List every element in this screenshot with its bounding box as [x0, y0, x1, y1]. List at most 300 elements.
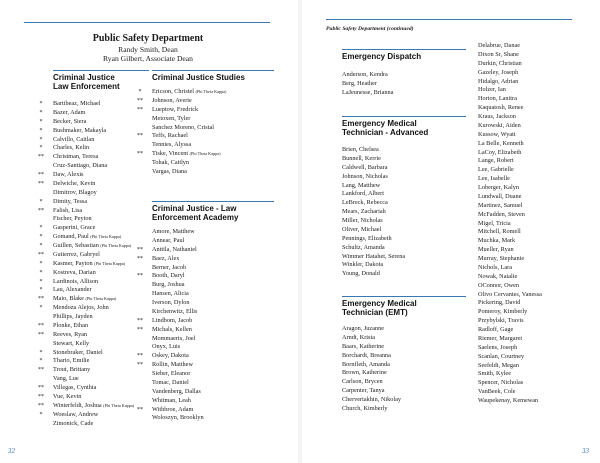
- section-title-line: Technician - Advanced: [342, 128, 429, 137]
- honor-asterisk-mark: **: [38, 207, 44, 214]
- section-emt-advanced: [342, 116, 466, 279]
- name-entry: [342, 396, 466, 405]
- name-entry: [342, 208, 466, 217]
- graduate-name: Baez, Alex: [152, 254, 180, 262]
- name-entry: [39, 117, 149, 127]
- graduate-name: Smith, Kylee: [478, 370, 511, 378]
- name-entry: [342, 164, 466, 173]
- honor-asterisk-mark: **: [38, 393, 44, 400]
- name-list: [342, 146, 466, 279]
- name-entry: [152, 124, 274, 133]
- name-entry: [137, 316, 274, 326]
- section-le-academy: [137, 201, 274, 423]
- graduate-name: Lardinois, Allison: [53, 277, 99, 285]
- graduate-name: Pomeroy, Kimberly: [478, 308, 528, 316]
- name-entry: [342, 343, 466, 352]
- honor-asterisk-mark: **: [38, 172, 44, 178]
- name-entry: [478, 166, 596, 175]
- name-entry: [342, 80, 466, 89]
- graduate-name: Tohak, Caitlyn: [152, 159, 190, 166]
- name-entry: [478, 388, 596, 397]
- honor-asterisk-mark: *: [39, 349, 43, 356]
- graduate-name: Anttila, Nathaniel: [152, 245, 197, 253]
- page-title: Public Safety Department: [92, 33, 204, 44]
- section-title: [152, 204, 274, 222]
- section-rule: [342, 296, 466, 297]
- honor-society-note: (Phi Theta Kappa): [94, 260, 126, 266]
- name-entry: [342, 325, 466, 334]
- graduate-name: Chervertakhin, Nikolay: [342, 396, 402, 403]
- name-entry: [38, 295, 149, 304]
- name-entry: [478, 69, 596, 78]
- name-entry: [342, 369, 466, 378]
- graduate-name: Holzer, Ian: [478, 86, 506, 94]
- graduate-name: Michals, Kellen: [152, 325, 192, 333]
- graduate-name: Lau, Alexander: [53, 286, 92, 294]
- graduate-name: Gazeley, Joseph: [478, 68, 519, 76]
- name-entry: [478, 95, 596, 104]
- graduate-name: Spencer, Nicholas: [478, 379, 524, 387]
- name-entry: [342, 235, 466, 244]
- graduate-name: Przybylski, Travis: [478, 317, 524, 325]
- name-entry: [478, 317, 596, 326]
- graduate-name: Waupekenay, Kemewan: [478, 397, 539, 404]
- honor-society-note: (Phi Theta Kappa): [103, 402, 135, 408]
- honor-asterisk-mark: **: [137, 133, 143, 140]
- name-entry: [478, 149, 596, 158]
- graduate-name: Zimonick, Cade: [53, 419, 94, 427]
- name-entry: [38, 179, 149, 189]
- name-entry: [478, 273, 596, 282]
- name-entry: [478, 228, 596, 237]
- graduate-name: Bunnell, Kerrie: [342, 154, 381, 162]
- name-entry: [478, 299, 596, 308]
- name-entry: [478, 86, 596, 95]
- name-entry: [478, 131, 596, 140]
- name-entry: [137, 245, 274, 255]
- graduate-name: Arndt, Krista: [342, 333, 375, 341]
- honor-asterisk-mark: **: [38, 154, 44, 161]
- graduate-name: Delwiche, Kevin: [53, 179, 96, 187]
- name-entry: [152, 264, 274, 273]
- name-entry: [137, 105, 274, 115]
- graduate-name: Migel, Tricia: [478, 219, 511, 227]
- section-emt-continued: [478, 42, 596, 406]
- graduate-name: Calvillo, Caitlan: [53, 135, 95, 143]
- graduate-name: McFadden, Steven: [478, 210, 525, 218]
- graduate-name: Brown, Katherine: [342, 369, 387, 377]
- name-entry: [478, 175, 596, 184]
- name-entry: [342, 226, 466, 235]
- graduate-name: Lueptow, Fredrick: [152, 105, 199, 113]
- name-entry: [478, 202, 596, 211]
- graduate-name: Vandenberg, Dallas: [152, 387, 201, 395]
- section-emt: [342, 296, 466, 414]
- name-entry: [342, 217, 466, 226]
- graduate-name: LeBreck, Rebecca: [342, 199, 388, 207]
- honor-asterisk-mark: **: [38, 385, 44, 391]
- name-entry: [342, 334, 466, 343]
- honor-asterisk-mark: **: [137, 255, 143, 262]
- name-entry: [152, 370, 274, 379]
- graduate-name: Johnson, Averie: [152, 96, 192, 104]
- graduate-name: Bartibeaz, Michael: [53, 100, 101, 107]
- name-entry: [478, 193, 596, 202]
- graduate-name: Dimity, Tessa: [53, 197, 88, 205]
- graduate-name: Carpenter, Tanya: [342, 387, 385, 395]
- section-rule: [152, 70, 274, 71]
- name-list: [137, 88, 274, 177]
- graduate-name: Lundwall, Duane: [478, 192, 522, 200]
- honor-asterisk-mark: **: [137, 353, 143, 360]
- graduate-name: Johnson, Nicholas: [342, 172, 388, 180]
- name-entry: [478, 60, 596, 69]
- name-entry: [478, 122, 596, 131]
- name-entry: [478, 113, 596, 122]
- section-rule: [342, 116, 466, 117]
- page-number: 33: [582, 447, 589, 455]
- graduate-name: Miller, Nicholas: [342, 217, 383, 224]
- name-entry: [478, 184, 596, 193]
- graduate-name: Cruz-Santiago, Diana: [53, 162, 108, 170]
- honor-society-note: (Phi Theta Kappa): [100, 243, 132, 248]
- name-list: [342, 325, 466, 414]
- dean-line: Randy Smith, Dean: [118, 45, 178, 54]
- graduate-name: Sanchez Moreno, Cristal: [152, 123, 214, 131]
- name-entry: [478, 291, 596, 300]
- name-entry: [53, 340, 149, 349]
- name-entry: [478, 264, 596, 273]
- graduate-name: Saelens, Joseph: [478, 343, 518, 351]
- name-entry: [478, 51, 596, 60]
- graduate-name: Carlson, Brycen: [342, 378, 383, 386]
- name-entry: [137, 352, 274, 361]
- graduate-name: Lee, Isabelle: [478, 175, 510, 183]
- name-entry: [342, 71, 466, 80]
- name-entry: [152, 228, 274, 237]
- graduate-name: Kirchenwitz, Ellis: [152, 307, 198, 315]
- name-entry: [478, 370, 596, 379]
- name-entry: [342, 199, 466, 208]
- graduate-name: Annear, Paul: [152, 236, 185, 244]
- honor-asterisk-mark: *: [39, 136, 43, 143]
- graduate-name: Delabrue, Danae: [478, 42, 520, 49]
- honor-asterisk-mark: **: [38, 180, 44, 187]
- name-entry: [342, 261, 466, 270]
- name-entry: [152, 414, 274, 423]
- name-entry: [152, 141, 274, 150]
- graduate-name: Pickering, David: [478, 299, 521, 307]
- graduate-name: Oskey, Dakota: [152, 352, 189, 360]
- graduate-name: Burg, Joshua: [152, 281, 185, 289]
- header-rule: [326, 19, 572, 20]
- name-entry: [152, 237, 274, 246]
- graduate-name: Borchardt, Breanna: [342, 351, 391, 359]
- graduate-name: VanBeek, Cole: [478, 388, 516, 396]
- graduate-name: Kussow, Wyatt: [478, 130, 516, 138]
- graduate-name: Hidalgo, Adrian: [478, 77, 519, 85]
- name-entry: [53, 162, 149, 171]
- graduate-name: Vue, Kevin: [53, 392, 82, 400]
- graduate-name: LaJeunesse, Brianna: [342, 88, 394, 96]
- graduate-name: Caldwell, Barbara: [342, 163, 388, 171]
- graduate-name: Baars, Katherine: [342, 342, 384, 350]
- graduate-name: Muchka, Mark: [478, 237, 516, 245]
- graduate-name: Nichols, Lara: [478, 263, 513, 271]
- honor-asterisk-mark: *: [39, 109, 43, 116]
- honor-asterisk-mark: **: [137, 246, 143, 253]
- section-title-line: Technician (EMT): [342, 308, 408, 317]
- honor-asterisk-mark: *: [39, 234, 43, 241]
- name-entry: [478, 362, 596, 371]
- honor-asterisk-mark: *: [39, 225, 43, 232]
- graduate-name: Thario, Emilie: [53, 357, 90, 365]
- honor-asterisk-mark: **: [38, 251, 44, 258]
- honor-asterisk-mark: *: [39, 198, 43, 205]
- honor-asterisk-mark: *: [39, 411, 43, 418]
- graduate-name: Horton, Lanitra: [478, 95, 517, 103]
- graduate-name: Lindbom, Jacob: [152, 316, 193, 324]
- graduate-name: Murray, Stephanie: [478, 255, 525, 262]
- graduate-name: Nowak, Natalie: [478, 272, 518, 280]
- honor-asterisk-mark: **: [137, 273, 143, 280]
- graduate-name: Durkin, Christian: [478, 59, 522, 67]
- name-entry: [137, 96, 274, 106]
- name-entry: [478, 397, 596, 406]
- name-entry: [137, 405, 274, 415]
- header-rule: [24, 22, 270, 23]
- graduate-name: Maio, Blake: [53, 295, 84, 303]
- name-entry: [152, 308, 274, 317]
- running-head: Public Safety Department (continued): [326, 26, 414, 32]
- page-number: 32: [8, 447, 15, 455]
- graduate-name: Withbroe, Adam: [152, 405, 194, 413]
- name-list: [478, 42, 596, 406]
- graduate-name: Tiske, Vincent: [152, 150, 189, 158]
- name-entry: [152, 281, 274, 290]
- graduate-name: Booth, Daryl: [152, 272, 185, 280]
- honor-asterisk-mark: **: [38, 331, 44, 338]
- name-entry: [38, 206, 149, 216]
- honor-asterisk-mark: *: [39, 269, 43, 276]
- name-entry: [53, 375, 149, 384]
- graduate-name: Pennings, Elizabeth: [342, 234, 392, 242]
- graduate-name: Gutierrez, Gabryel: [53, 250, 100, 258]
- graduate-name: Mommaerts, Joel: [152, 334, 196, 342]
- honor-asterisk-mark: **: [137, 406, 143, 413]
- graduate-name: Mears, Zachariah: [342, 208, 386, 216]
- honor-society-note: (Phi Theta Kappa): [90, 234, 122, 240]
- name-entry: [342, 253, 466, 262]
- name-entry: [478, 78, 596, 87]
- graduate-name: Kostreva, Darian: [53, 268, 96, 276]
- name-entry: [152, 115, 274, 124]
- graduate-name: Berner, Jacob: [152, 263, 187, 271]
- name-list: [137, 228, 274, 423]
- graduate-name: Villegas, Cynthia: [53, 384, 97, 391]
- honor-asterisk-mark: **: [38, 322, 44, 329]
- section-title-line: Criminal Justice: [53, 73, 115, 82]
- name-entry: [137, 150, 274, 159]
- section-rule: [342, 49, 466, 50]
- section-title: Emergency Dispatch: [342, 52, 422, 61]
- graduate-name: Guillen, Sebastian: [53, 242, 99, 249]
- honor-asterisk-mark: **: [38, 402, 44, 409]
- section-emergency-dispatch: [342, 49, 466, 98]
- name-entry: [478, 282, 596, 291]
- associate-dean-line: Ryan Gilbert, Associate Dean: [103, 54, 193, 63]
- name-entry: [478, 211, 596, 220]
- name-entry: [39, 197, 149, 207]
- honor-society-note: (Phi Theta Kappa): [195, 89, 227, 94]
- section-title: [342, 119, 466, 137]
- graduate-name: Fischer, Peyton: [53, 215, 92, 223]
- graduate-name: Tennies, Alyssa: [152, 141, 192, 149]
- graduate-name: Dixon Sr, Shane: [478, 50, 519, 58]
- name-entry: [152, 159, 274, 168]
- graduate-name: Charles, Kelin: [53, 144, 90, 152]
- graduate-name: Kraus, Jackson: [478, 113, 516, 120]
- graduate-name: LaCoy, Elizabeth: [478, 148, 522, 156]
- name-entry: [478, 326, 596, 335]
- graduate-name: Onyx, Luis: [152, 343, 181, 351]
- section-rule: [53, 70, 149, 71]
- graduate-name: Riemer, Margaret: [478, 334, 523, 342]
- graduate-name: Young, Donald: [342, 270, 380, 278]
- graduate-name: Sieber, Eleanor: [152, 370, 191, 377]
- honor-asterisk-mark: *: [138, 89, 142, 95]
- honor-society-note: (Phi Theta Kappa): [189, 151, 221, 157]
- graduate-name: Kasmer, Payton: [53, 259, 93, 267]
- name-entry: [53, 189, 149, 198]
- name-entry: [478, 42, 596, 51]
- name-entry: [478, 237, 596, 246]
- graduate-name: Iverson, Dylon: [152, 299, 190, 306]
- name-entry: [137, 272, 274, 281]
- graduate-name: Mendoza Alejos, John: [53, 304, 109, 312]
- honor-asterisk-mark: **: [137, 362, 143, 369]
- name-entry: [478, 140, 596, 149]
- graduate-name: Becker, Siera: [53, 117, 87, 125]
- honor-asterisk-mark: **: [137, 106, 143, 113]
- graduate-name: Falish, Lisa: [53, 206, 83, 214]
- graduate-name: Stewart, Kelly: [53, 339, 90, 347]
- graduate-name: Aragon, Juzanne: [342, 325, 384, 332]
- section-title-line: Law Enforcement: [53, 82, 120, 91]
- graduate-name: Reeves, Ryan: [53, 330, 88, 338]
- graduate-name: Kurowski, Aiden: [478, 121, 521, 129]
- graduate-name: Oliver, Michael: [342, 225, 382, 233]
- name-entry: [152, 299, 274, 308]
- graduate-name: Winkler, Dakota: [342, 261, 384, 269]
- name-entry: [342, 155, 466, 164]
- graduate-name: Stonebraker, Daniel: [53, 348, 103, 356]
- graduate-name: Trout, Brittany: [53, 366, 91, 374]
- graduate-name: Vargas, Diana: [152, 167, 187, 175]
- section-title-line: Emergency Medical: [342, 299, 417, 308]
- graduate-name: Phillips, Jayden: [53, 313, 93, 320]
- graduate-name: Martinez, Samuel: [478, 201, 523, 209]
- graduate-name: Wimmer Hatahet, Serena: [342, 252, 406, 260]
- name-entry: [137, 132, 274, 141]
- name-entry: [342, 244, 466, 253]
- name-list: [342, 71, 466, 98]
- name-entry: [152, 290, 274, 299]
- honor-asterisk-mark: *: [39, 243, 43, 249]
- name-entry: [342, 190, 466, 199]
- graduate-name: Kaquatosh, Renee: [478, 104, 524, 112]
- graduate-name: Dimitrov, Blagoy: [53, 188, 97, 196]
- name-entry: [137, 361, 274, 370]
- name-entry: [342, 182, 466, 191]
- graduate-name: Plonke, Ethan: [53, 321, 89, 329]
- name-entry: [342, 378, 466, 387]
- section-rule: [152, 201, 274, 202]
- name-entry: [342, 361, 466, 370]
- graduate-name: La Belle, Kenneth: [478, 139, 524, 147]
- graduate-name: Lee, Gabrielle: [478, 166, 514, 174]
- left-page: [0, 0, 296, 463]
- graduate-name: Loberger, Kalyn: [478, 184, 519, 191]
- name-entry: [39, 286, 149, 295]
- honor-asterisk-mark: **: [137, 151, 143, 158]
- graduate-name: Bornfleth, Amanda: [342, 360, 390, 368]
- name-entry: [38, 171, 149, 180]
- name-entry: [342, 270, 466, 279]
- name-entry: [342, 352, 466, 361]
- graduate-name: Church, Kimberly: [342, 404, 388, 412]
- honor-asterisk-mark: *: [39, 358, 43, 365]
- section-title: [342, 299, 466, 317]
- graduate-name: Gomand, Paul: [53, 233, 89, 241]
- honor-asterisk-mark: **: [38, 296, 44, 303]
- graduate-name: Teffs, Rachael: [152, 132, 188, 140]
- section-cj-studies: [137, 70, 274, 177]
- name-entry: [138, 88, 274, 97]
- name-entry: [478, 104, 596, 113]
- name-entry: [478, 308, 596, 317]
- name-entry: [152, 379, 274, 388]
- graduate-name: Scanlan, Courtney: [478, 352, 525, 360]
- name-entry: [137, 325, 274, 335]
- graduate-name: Christman, Teresa: [53, 153, 99, 161]
- section-title: Criminal Justice Studies: [152, 73, 245, 82]
- graduate-name: Anderson, Kendra: [342, 71, 388, 78]
- honor-society-note: (Phi Theta Kappa): [85, 296, 117, 302]
- name-entry: [152, 343, 274, 352]
- honor-asterisk-mark: *: [39, 127, 43, 134]
- graduate-name: Brien, Chelsea: [342, 146, 379, 153]
- name-entry: [478, 379, 596, 388]
- graduate-name: Rollin, Matthew: [152, 361, 193, 369]
- honor-asterisk-mark: *: [39, 101, 43, 107]
- honor-asterisk-mark: **: [137, 326, 143, 333]
- graduate-name: Lankford, Albert: [342, 190, 385, 198]
- graduate-name: Whitman, Leah: [152, 396, 191, 404]
- graduate-name: Daw, Alexis: [53, 171, 84, 178]
- graduate-name: Woeslaw, Andrew: [53, 410, 99, 418]
- graduate-name: Hansen, Alicia: [152, 290, 189, 298]
- graduate-name: Mitchell, Romell: [478, 228, 521, 236]
- section-title-line: Emergency Medical: [342, 119, 417, 128]
- name-entry: [137, 254, 274, 264]
- name-entry: [152, 397, 274, 406]
- honor-asterisk-mark: *: [39, 287, 43, 294]
- graduate-name: Berg, Heather: [342, 79, 377, 87]
- honor-asterisk-mark: **: [38, 367, 44, 374]
- name-entry: [478, 353, 596, 362]
- graduate-name: Vang, Lue: [53, 375, 79, 383]
